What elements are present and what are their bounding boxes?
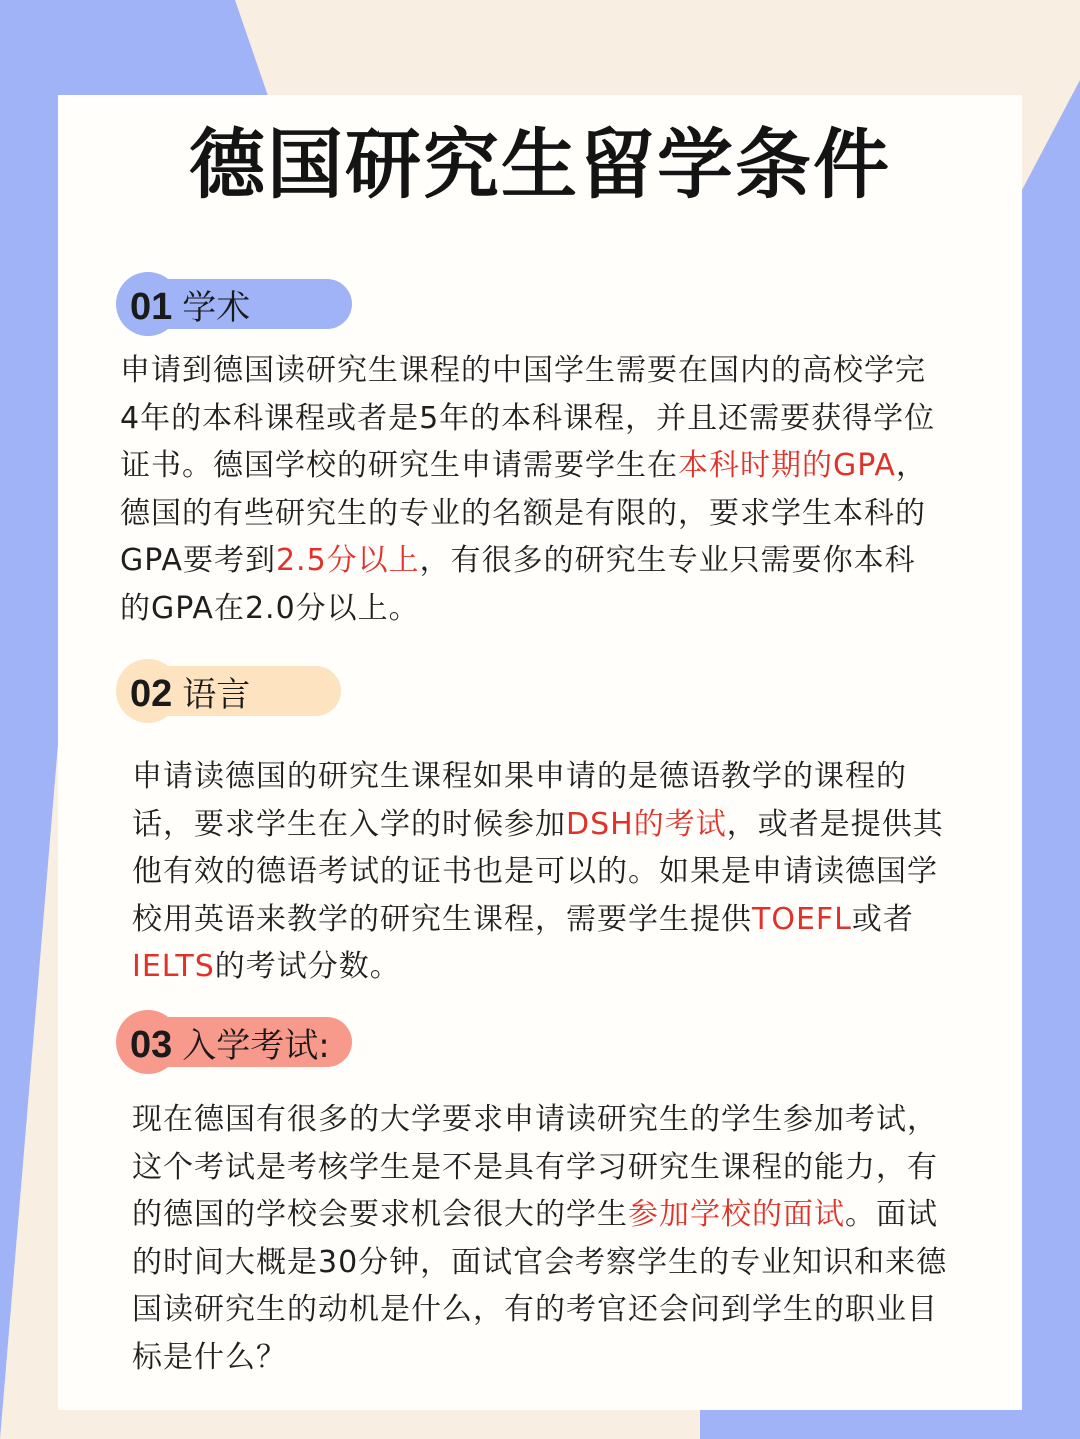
body-text: ，有很多的研究生专业只需要你本科 <box>419 543 916 578</box>
body-text: 校用英语来教学的研究生课程，需要学生提供 <box>132 901 752 937</box>
body-text: GPA要考到 <box>120 543 276 578</box>
section-label: 入学考试: <box>182 1025 330 1066</box>
section-label: 语言 <box>182 674 251 715</box>
page-title: 德国研究生留学条件 <box>189 120 891 209</box>
paragraph-line <box>132 1334 992 1382</box>
highlighted-text: 参加学校的面试 <box>628 1197 845 1232</box>
body-text: 申请到德国读研究生课程的中国学生需要在国内的高校学完 <box>120 353 926 388</box>
section-paragraph <box>120 347 980 632</box>
body-text: 德国的有些研究生的专业的名额是有限的，要求学生本科的 <box>120 495 926 531</box>
paragraph-line <box>120 347 980 395</box>
body-text: 的考试分数。 <box>214 949 401 984</box>
highlighted-text: IELTS <box>132 949 215 984</box>
highlighted-text: 2.5分以上 <box>275 543 420 578</box>
section-tag-entrance-exam <box>120 1017 352 1067</box>
section-tag-language <box>120 666 341 716</box>
section-number: 03 <box>130 1023 173 1066</box>
highlighted-text: 本科时期的GPA <box>678 448 896 483</box>
section-heading <box>120 667 250 716</box>
paragraph-line <box>132 801 992 849</box>
paragraph-line <box>132 848 992 896</box>
body-text: 的GPA在2.0分以上。 <box>120 590 420 626</box>
body-text: ，或者是提供其 <box>726 806 944 842</box>
section-number: 02 <box>130 672 173 715</box>
highlighted-text: TOEFL <box>752 901 852 937</box>
section-heading <box>120 1018 330 1067</box>
body-text: 他有效的德语考试的证书也是可以的。如果是申请读德国学 <box>132 854 938 889</box>
paragraph-line <box>120 395 980 443</box>
paragraph-line <box>132 1239 992 1287</box>
content-card <box>58 95 1022 1410</box>
paragraph-line <box>132 1144 992 1192</box>
body-text: 申请读德国的研究生课程如果申请的是德语教学的课程的 <box>132 759 907 794</box>
section-number: 01 <box>130 285 173 328</box>
paragraph-line <box>132 943 992 991</box>
body-text: 话，要求学生在入学的时候参加 <box>132 806 566 842</box>
paragraph-line <box>120 490 980 538</box>
section-paragraph <box>132 753 992 991</box>
section-label: 学术 <box>182 287 251 328</box>
paragraph-line <box>132 1286 992 1334</box>
highlighted-text: DSH的考试 <box>566 806 727 842</box>
body-text: 或者 <box>851 901 914 937</box>
body-text: 国读研究生的动机是什么，有的考官还会问到学生的职业目 <box>132 1292 938 1327</box>
paragraph-line <box>132 896 992 944</box>
section-paragraph <box>132 1096 992 1381</box>
paragraph-line <box>120 537 980 585</box>
section-tag-academic <box>120 279 352 329</box>
paragraph-line <box>120 585 980 633</box>
paragraph-line <box>120 442 980 490</box>
body-text: 现在德国有很多的大学要求申请读研究生的学生参加考试， <box>132 1102 938 1137</box>
paragraph-line <box>132 1096 992 1144</box>
body-text: 的时间大概是30分钟，面试官会考察学生的专业知识和来德 <box>132 1244 948 1280</box>
body-text: 证书。德国学校的研究生申请需要学生在 <box>120 448 678 483</box>
paragraph-line <box>132 753 992 801</box>
body-text: ， <box>895 448 927 483</box>
body-text: 这个考试是考核学生是不是具有学习研究生课程的能力，有 <box>132 1149 938 1185</box>
body-text: 标是什么？ <box>132 1339 287 1375</box>
body-text: 4年的本科课程或者是5年的本科课程，并且还需要获得学位 <box>120 400 936 436</box>
paragraph-line <box>132 1191 992 1239</box>
body-text: 。面试 <box>845 1197 938 1232</box>
section-heading <box>120 280 250 329</box>
body-text: 的德国的学校会要求机会很大的学生 <box>132 1197 628 1232</box>
